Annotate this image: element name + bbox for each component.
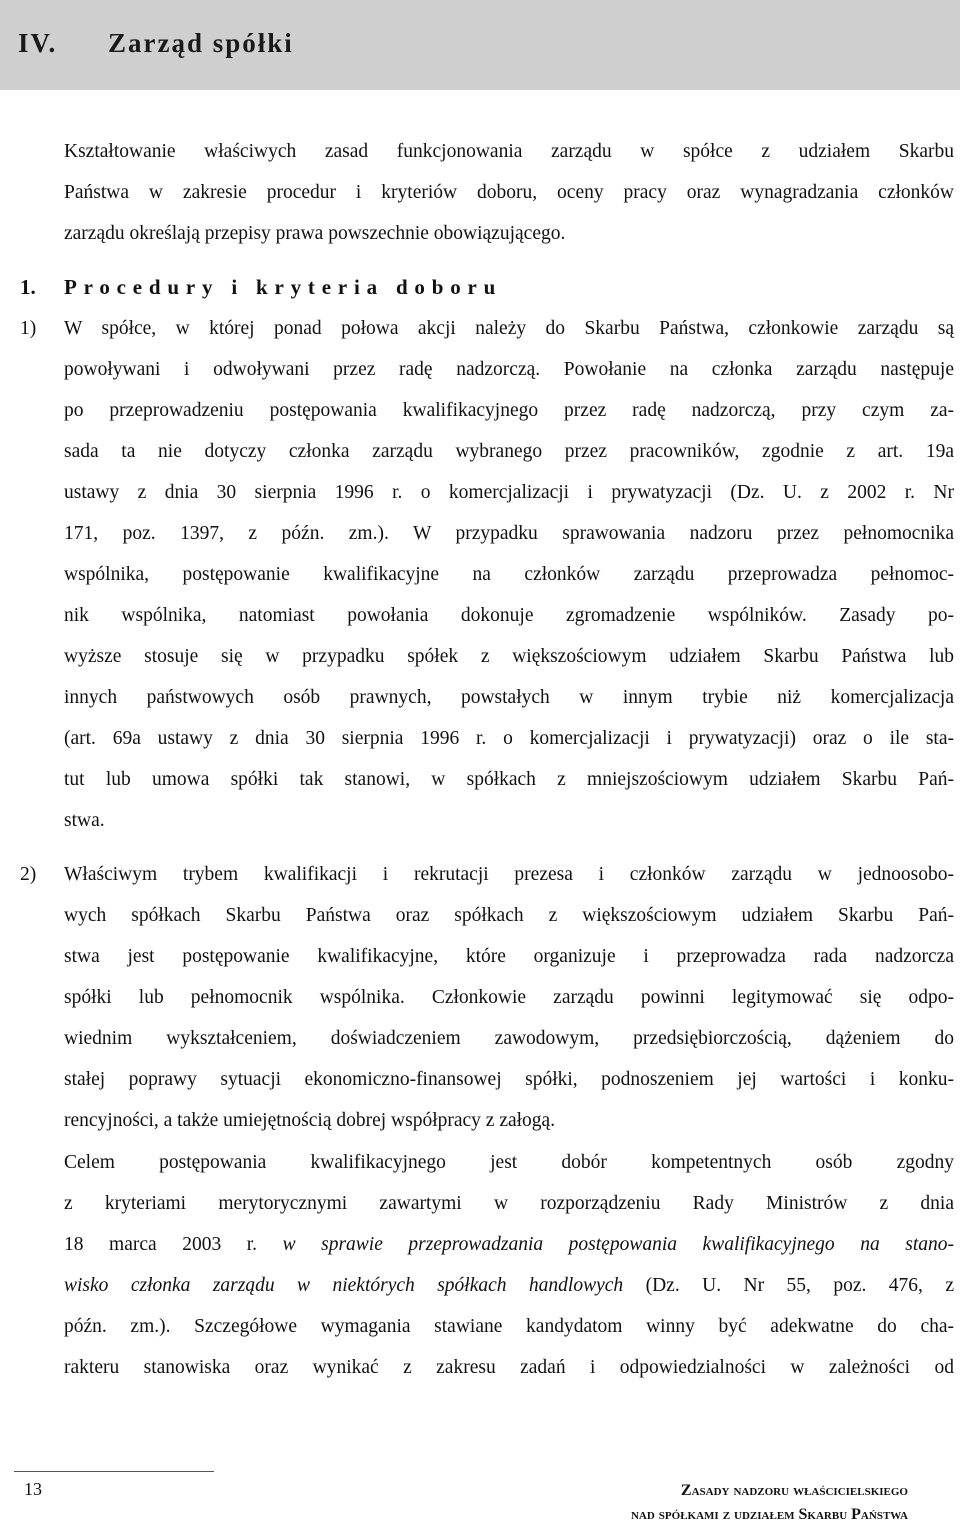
footer-divider [14,1471,214,1472]
footer-title-line1: Zasady nadzoru właścicielskiego [680,1482,908,1499]
item2-para2-line [64,1275,954,1297]
item2-para2-line [64,1234,954,1256]
chapter-title-text: Zarząd spółki [108,28,294,58]
item1-line: W spółce, w której ponad połowa akcji należy do Skarbu Państwa, członkowie zarządu są [64,318,954,339]
intro-line: Państwa w zakresie procedur i kryteriów doboru, oceny pracy oraz wynagradzania członków [64,182,954,203]
item2-para2-line: późn. zm.). Szczegółowe wymagania stawiane kandydatom winny być adekwatne do cha- [64,1316,954,1337]
regulation-citation: (Dz. U. Nr 55, poz. 476, z [623,1275,954,1296]
item2-para2-line: z kryteriami merytorycznymi zawartymi w rozporządzeniu Rady Ministrów z dnia [64,1193,954,1214]
item1-line: wyższe stosuje się w przypadku spółek z większościowym udziałem Skarbu Państwa lub [64,646,954,667]
regulation-date: 18 marca 2003 r. [64,1234,283,1255]
item1-line: (art. 69a ustawy z dnia 30 sierpnia 1996 r. o komercjalizacji i prywatyzacji) oraz o ile sta- [64,728,954,749]
list-marker-2: 2) [20,864,37,885]
item1-line: nik wspólnika, natomiast powołania dokonuje zgromadzenie wspólników. Zasady po- [64,605,954,626]
item2-line: Właściwym trybem kwalifikacji i rekrutacji prezesa i członków zarządu w jednoosobo- [64,864,954,885]
section-number: 1. [20,275,36,299]
page-number: 13 [24,1479,42,1499]
section-heading [20,275,502,300]
item1-line: 171, poz. 1397, z późn. zm.). W przypadku sprawowania nadzoru przez pełnomocnika [64,523,954,544]
item2-line: stałej poprawy sytuacji ekonomiczno-finansowej spółki, podnoszeniem jej wartości i konku- [64,1069,954,1090]
chapter-number: IV. [18,28,58,58]
item1-line: ustawy z dnia 30 sierpnia 1996 r. o komercjalizacji i prywatyzacji (Dz. U. z 2002 r. Nr [64,482,954,503]
item2-line: spółki lub pełnomocnik wspólnika. Członkowie zarządu powinni legitymować się odpo- [64,987,954,1008]
item1-line: wspólnika, postępowanie kwalifikacyjne na członków zarządu przeprowadza pełnomoc- [64,564,954,585]
list-marker-1: 1) [20,318,37,339]
footer-title-line2: nad spółkami z udziałem Skarbu Państwa [630,1506,908,1523]
chapter-title [18,28,294,59]
item2-line: wych spółkach Skarbu Państwa oraz spółkach z większościowym udziałem Skarbu Pań- [64,905,954,926]
section-title: Procedury i kryteria doboru [64,275,503,299]
item2-line: rencyjności, a także umiejętnością dobrej współpracy z załogą. [64,1110,556,1131]
item2-line: wiednim wykształceniem, doświadczeniem zawodowym, przedsiębiorczością, dążeniem do [64,1028,954,1049]
item1-line: po przeprowadzeniu postępowania kwalifikacyjnego przez radę nadzorczą, przy czym za- [64,400,954,421]
item1-line: tut lub umowa spółki tak stanowi, w spółkach z mniejszościowym udziałem Skarbu Pań- [64,769,954,790]
running-footer [631,1479,908,1527]
item1-line: powoływani i odwoływani przez radę nadzorczą. Powołanie na członka zarządu następuje [64,359,954,380]
item2-para2-line: rakteru stanowiska oraz wynikać z zakresu zadań i odpowiedzialności w zależności od [64,1357,954,1378]
item2-line: stwa jest postępowanie kwalifikacyjne, które organizuje i przeprowadza rada nadzorcza [64,946,954,967]
regulation-title-part1: w sprawie przeprowadzania postępowania kwalifikacyjnego na stano- [282,1234,954,1255]
regulation-title-part2: wisko członka zarządu w niektórych spółkach handlowych [64,1275,624,1296]
item1-line: sada ta nie dotyczy członka zarządu wybranego przez pracowników, zgodnie z art. 19a [64,441,954,462]
intro-line: Kształtowanie właściwych zasad funkcjonowania zarządu w spółce z udziałem Skarbu [64,141,954,162]
item2-para2-line: Celem postępowania kwalifikacyjnego jest dobór kompetentnych osób zgodny [64,1152,954,1173]
item1-line: stwa. [64,810,105,831]
intro-line: zarządu określają przepisy prawa powszechnie obowiązującego. [64,223,566,244]
item1-line: innych państwowych osób prawnych, powstałych w innym trybie niż komercjalizacja [64,687,954,708]
